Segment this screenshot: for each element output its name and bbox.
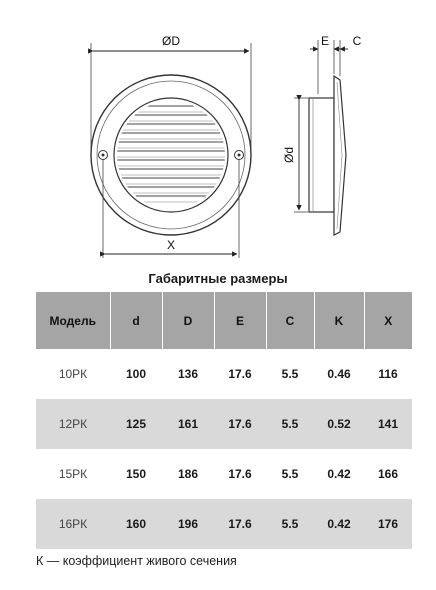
screw-hole-right	[235, 151, 244, 160]
header-d: d	[110, 292, 162, 349]
table-row	[36, 349, 412, 399]
front-view	[91, 34, 251, 258]
cell-X: 141	[364, 399, 412, 449]
cell-model: 12РК	[36, 399, 110, 449]
flange-label: C	[352, 34, 362, 48]
outer-diameter-label: ØD	[162, 34, 180, 48]
cell-d: 150	[125, 467, 147, 481]
cell-K: 0.42	[314, 499, 364, 549]
width-label: X	[166, 238, 176, 252]
inner-diameter-label: Ød	[282, 146, 296, 164]
cell-model: 16РК	[36, 499, 110, 549]
header-E: E	[214, 292, 266, 349]
cell-model: 10РК	[58, 367, 88, 381]
dimensions-table	[36, 292, 412, 549]
table-row	[36, 499, 412, 549]
cell-E: 17.6	[228, 467, 252, 481]
section-title: Габаритные размеры	[148, 271, 288, 286]
header-K: K	[314, 292, 364, 349]
cell-E: 17.6	[214, 399, 266, 449]
cell-C: 5.5	[266, 399, 314, 449]
cell-C: 5.5	[281, 467, 299, 481]
cell-D: 161	[162, 399, 214, 449]
table-header-row	[36, 292, 412, 349]
cell-D: 136	[177, 367, 199, 381]
cell-model: 15РК	[58, 467, 88, 481]
cell-C: 5.5	[266, 499, 314, 549]
cell-D: 196	[162, 499, 214, 549]
screw-hole-left	[99, 151, 108, 160]
cell-C: 5.5	[281, 367, 299, 381]
header-C: C	[266, 292, 314, 349]
header-model: Модель	[36, 292, 110, 349]
table-row	[36, 449, 412, 499]
cell-K: 0.52	[314, 399, 364, 449]
cell-K: 0.42	[327, 467, 351, 481]
cell-K: 0.46	[327, 367, 351, 381]
cell-d: 100	[125, 367, 147, 381]
cell-X: 166	[377, 467, 399, 481]
cell-d: 125	[110, 399, 162, 449]
cell-X: 176	[364, 499, 412, 549]
footnote: К — коэффициент живого сечения	[36, 554, 237, 568]
cell-D: 186	[177, 467, 199, 481]
header-D: D	[162, 292, 214, 349]
technical-drawing	[0, 0, 436, 265]
cell-E: 17.6	[214, 499, 266, 549]
depth-label: E	[320, 34, 330, 48]
header-X: X	[364, 292, 412, 349]
cell-d: 160	[110, 499, 162, 549]
cell-X: 116	[378, 367, 398, 381]
table-row	[36, 399, 412, 449]
cell-E: 17.6	[228, 367, 252, 381]
side-view	[282, 34, 362, 235]
